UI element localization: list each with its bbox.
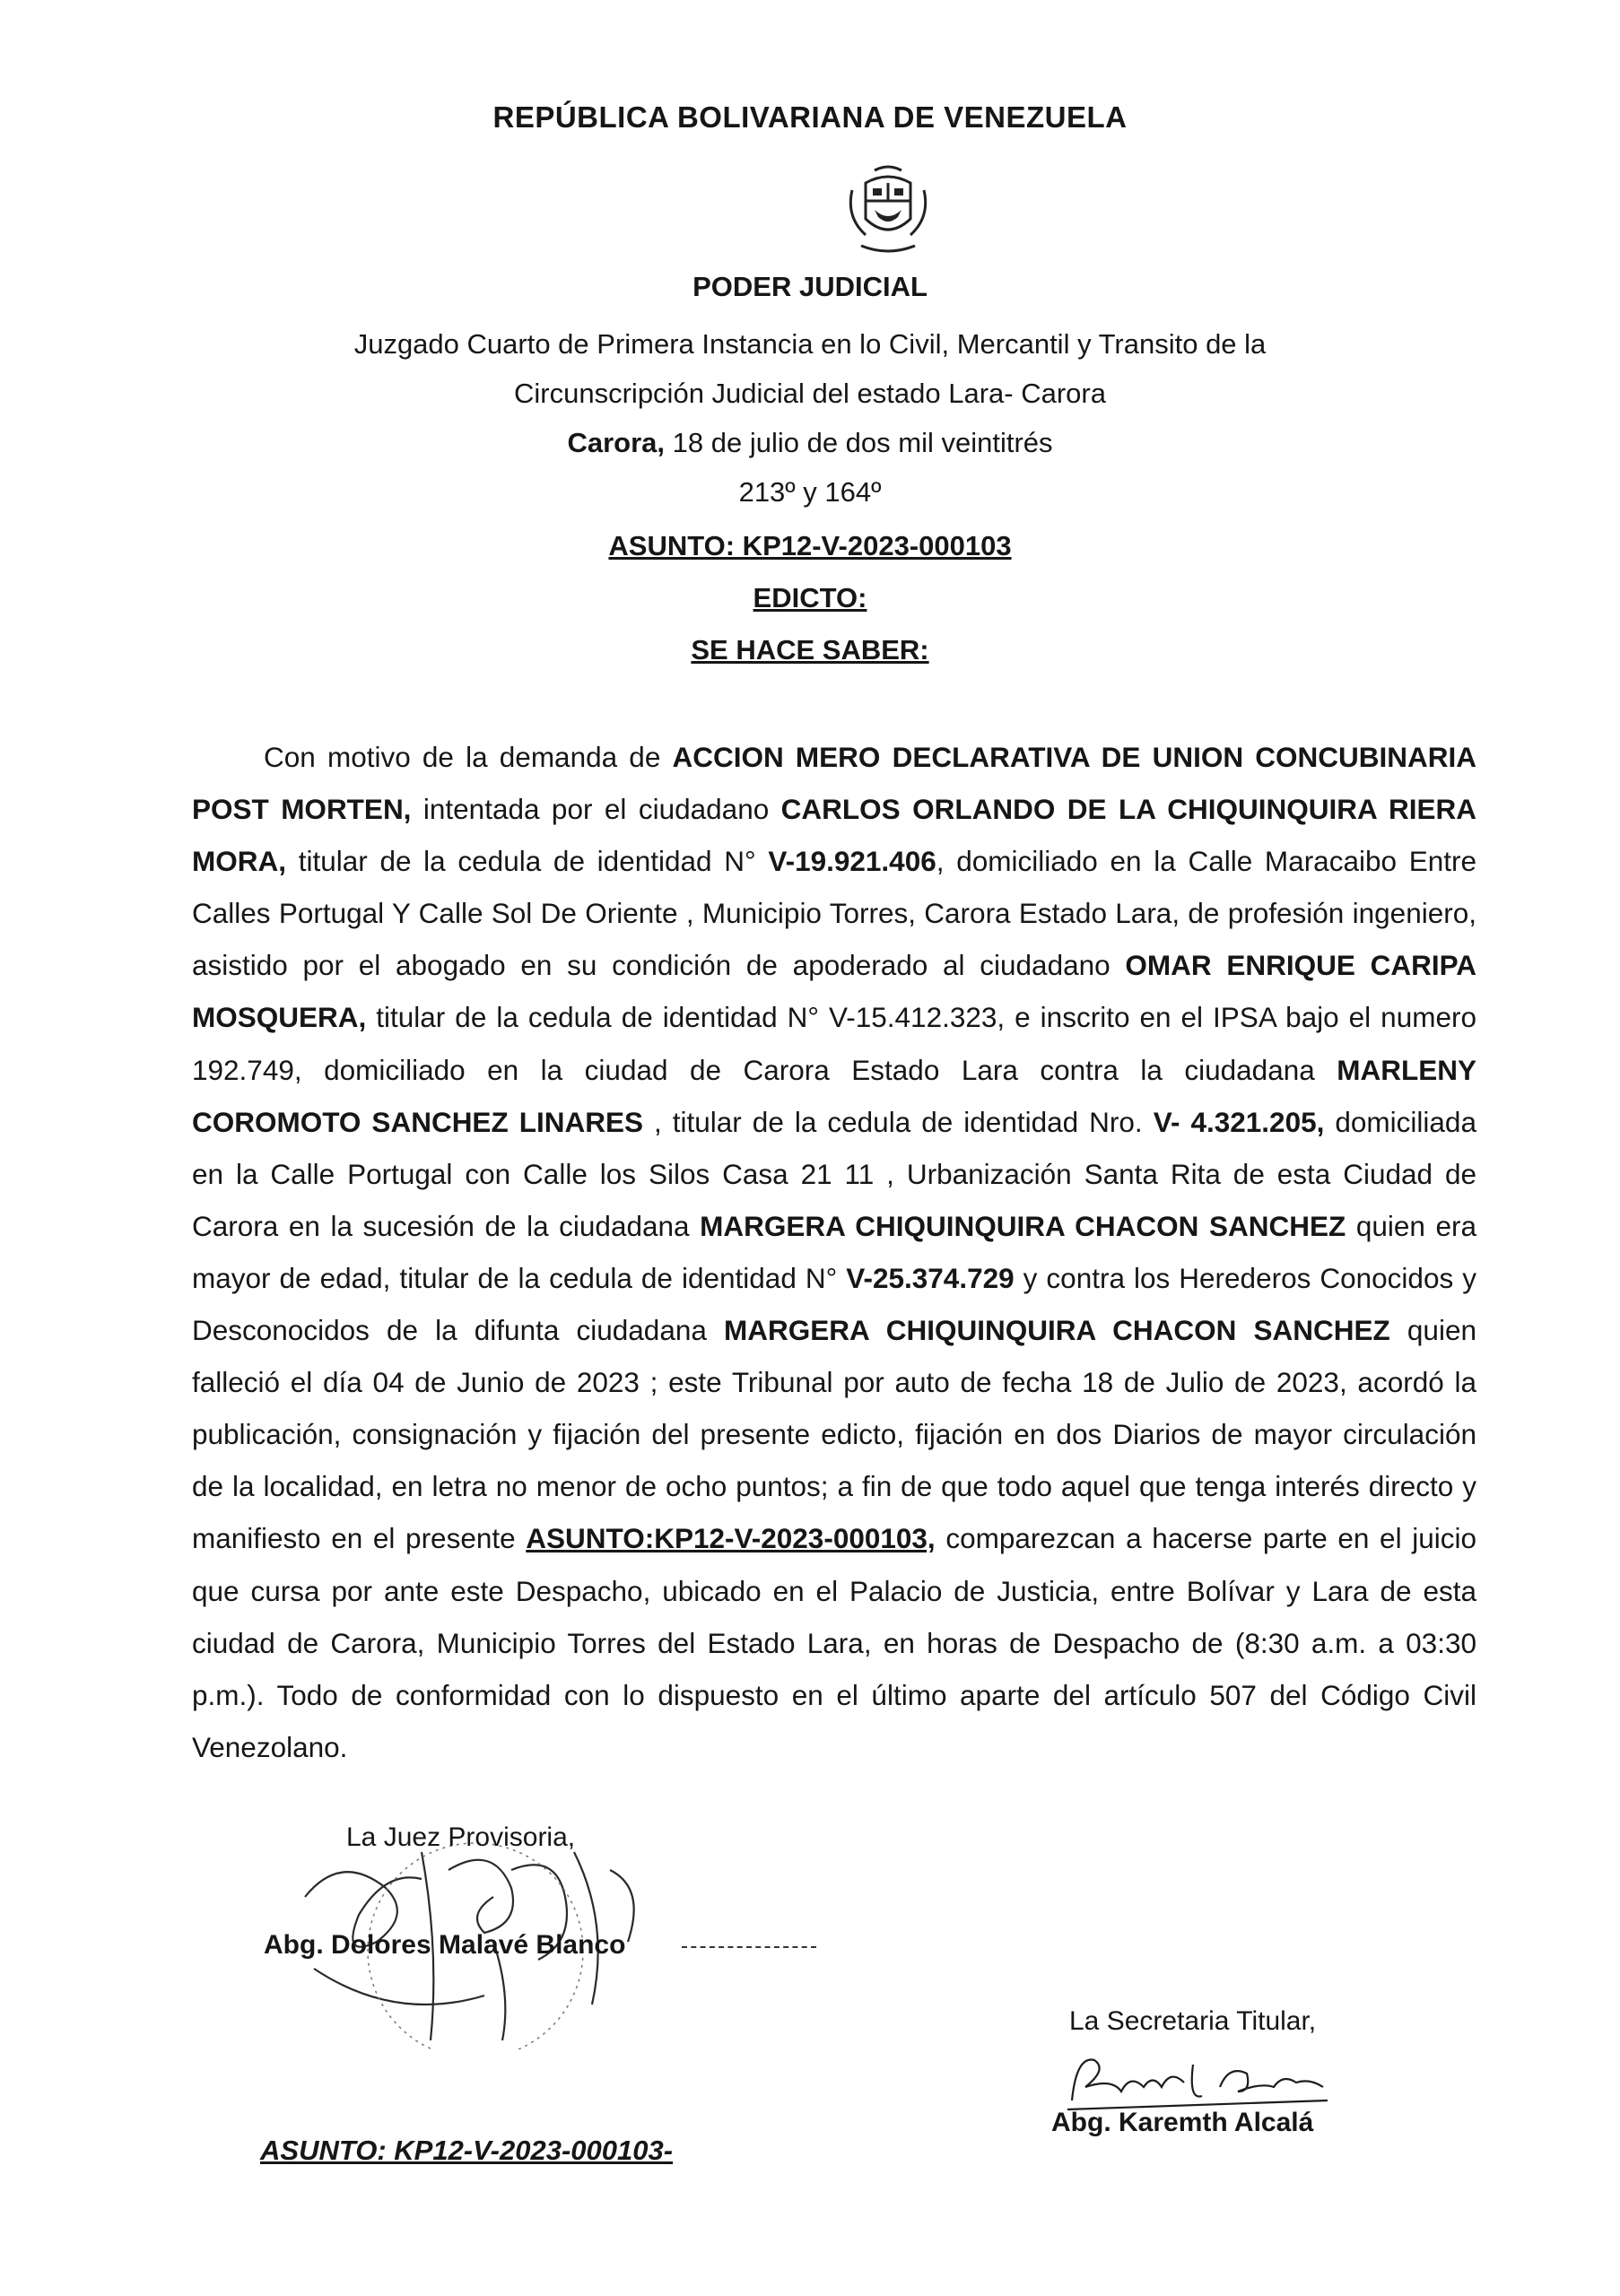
- defendant-id: V- 4.321.205,: [1153, 1105, 1325, 1138]
- case-reference: ASUNTO:KP12-V-2023-000103,: [526, 1522, 936, 1555]
- secretary-name: Abg. Karemth Alcalá: [1051, 2108, 1314, 2137]
- deceased-name: MARGERA CHIQUINQUIRA CHACON SANCHEZ: [700, 1209, 1346, 1242]
- judge-name: Abg. Dolores Malavé Blanco: [264, 1930, 626, 1960]
- years-line: 213º y 164º: [738, 476, 882, 508]
- document-type-heading: EDICTO:: [753, 582, 867, 613]
- date-text: 18 de julio de dos mil veintitrés: [665, 427, 1053, 458]
- plaintiff-name: CARLOS ORLANDO DE LA CHIQUINQUIRA RIERA MORA,: [192, 793, 1476, 878]
- body-text-7: domiciliada en la Calle Portugal con Calle los Silos Casa 21 11 , Urbanización Santa Rita de esta Ciudad de Carora en la sucesión de la ciudadana: [192, 1105, 1476, 1242]
- body-text-3: titular de la cedula de identidad N°: [286, 845, 769, 878]
- body-text-5: titular de la cedula de identidad N° V-15.412.323, e inscrito en el IPSA bajo el numero 192.749, domiciliado en la ciudad de Carora Estado Lara contra la ciudadana: [192, 1001, 1476, 1086]
- secretary-role: La Secretaria Titular,: [1069, 2006, 1317, 2036]
- plaintiff-id: V-19.921.406: [768, 845, 936, 878]
- defendant-name: MARLENY COROMOTO SANCHEZ LINARES: [192, 1053, 1476, 1138]
- body-text-1: Con motivo de la demanda de: [264, 741, 673, 773]
- judge-role: La Juez Provisoria,: [346, 1822, 576, 1852]
- notice-heading: SE HACE SABER:: [691, 634, 929, 665]
- date-line: [0, 427, 1620, 459]
- date-place: Carora,: [567, 427, 666, 458]
- lawyer-name: OMAR ENRIQUE CARIPA MOSQUERA,: [192, 949, 1476, 1034]
- body-text-2: intentada por el ciudadano: [411, 793, 781, 826]
- body-text-4: , domiciliado en la Calle Maracaibo Entre Calles Portugal Y Calle Sol De Oriente , Municipio Torres, Carora Estado Lara, de profesión ingeniero, asistido por el abogado en su condición de apoderado al ciudadano: [192, 845, 1476, 982]
- deceased-id: V-25.374.729: [846, 1261, 1015, 1294]
- body-text-8: quien era mayor de edad, titular de la cedula de identidad N°: [192, 1209, 1476, 1294]
- coat-of-arms-icon: [839, 163, 937, 260]
- court-name-line-2: Circunscripción Judicial del estado Lara- Carora: [514, 378, 1106, 409]
- body-text-10: quien falleció el día 04 de Junio de 2023 ; este Tribunal por auto de fecha 18 de Julio de 2023, acordó la publicación, consignación y fijación del presente edicto, fijación en dos Diarios de mayor circulación de la localidad, en letra no menor de ocho puntos; a fin de que todo aquel que tenga interés directo y manifiesto en el presente: [192, 1314, 1476, 1555]
- body-text-6: , titular de la cedula de identidad Nro.: [642, 1105, 1154, 1138]
- action-type: ACCION MERO DECLARATIVA DE UNION CONCUBINARIA POST MORTEN,: [192, 741, 1476, 826]
- court-name-line-1: Juzgado Cuarto de Primera Instancia en lo Civil, Mercantil y Transito de la: [353, 328, 1267, 360]
- body-text-9: y contra los Herederos Conocidos y Desconocidos de la difunta ciudadana: [192, 1261, 1476, 1347]
- footer-case-number: ASUNTO: KP12-V-2023-000103-: [260, 2135, 674, 2166]
- edict-body: [192, 731, 1476, 1773]
- branch-heading: PODER JUDICIAL: [692, 271, 928, 302]
- signature-line: [682, 1946, 816, 1948]
- body-text-11: comparezcan a hacerse parte en el juicio que cursa por ante este Despacho, ubicado en el Palacio de Justicia, entre Bolívar y Lara de esta ciudad de Carora, Municipio Torres del Estado Lara, en horas de Despacho de (8:30 a.m. a 03:30 p.m.). Todo de conformidad con lo dispuesto en el último aparte del artículo 507 del Código Civil Venezolano.: [192, 1522, 1476, 1763]
- case-number-heading: ASUNTO: KP12-V-2023-000103: [608, 530, 1012, 561]
- country-heading: REPÚBLICA BOLIVARIANA DE VENEZUELA: [492, 100, 1128, 134]
- deceased-name-2: MARGERA CHIQUINQUIRA CHACON SANCHEZ: [724, 1314, 1390, 1347]
